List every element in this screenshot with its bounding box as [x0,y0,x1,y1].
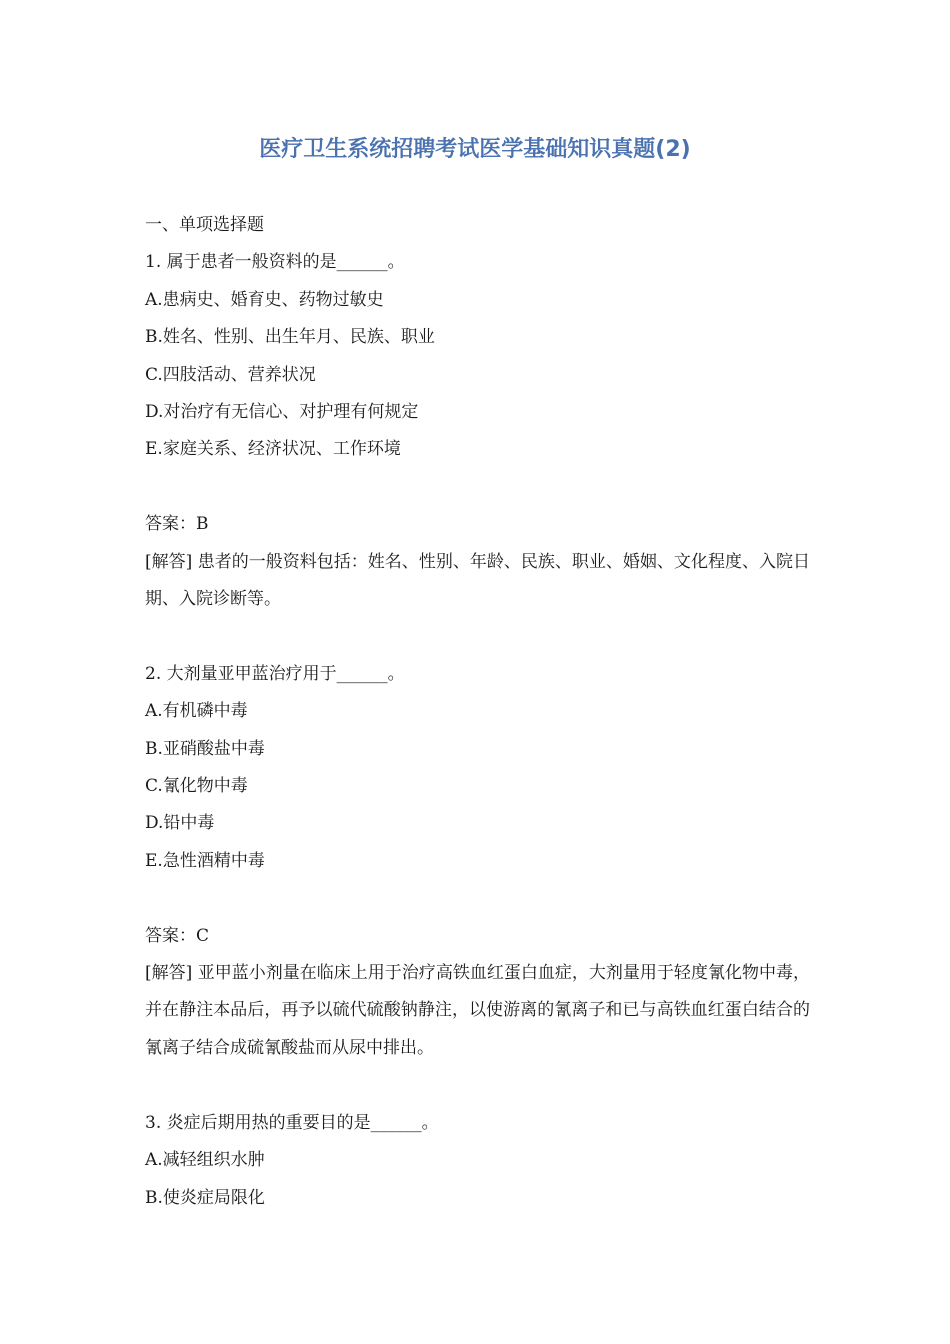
option-a: A.有机磷中毒 [145,701,248,722]
question-stem: 2. 大剂量亚甲蓝治疗用于______。 [145,663,405,684]
option-e: E.急性酒精中毒 [145,850,265,871]
question-3 [145,1105,810,1217]
explanation: [解答] 患者的一般资料包括：姓名、性别、年龄、民族、职业、婚姻、文化程度、入院日期、入院诊断等。 [145,551,810,610]
option-d: D.铅中毒 [145,813,215,834]
spacer [145,469,810,506]
question-stem: 1. 属于患者一般资料的是______。 [145,252,405,273]
spacer [145,880,810,917]
option-c: C.四肢活动、营养状况 [145,364,316,385]
answer: 答案：C [145,925,210,946]
option-c: C.氰化物中毒 [145,776,248,797]
option-a: A.患病史、婚育史、药物过敏史 [145,289,384,310]
question-2 [145,656,810,1105]
page-title: 医疗卫生系统招聘考试医学基础知识真题(2) [259,137,691,162]
section-heading: 一、单项选择题 [145,215,264,235]
spacer [145,618,810,655]
option-b: B.亚硝酸盐中毒 [145,738,265,759]
option-b: B.使炎症局限化 [145,1187,265,1208]
question-stem: 3. 炎症后期用热的重要目的是______。 [145,1112,439,1133]
option-d: D.对治疗有无信心、对护理有何规定 [145,402,419,423]
option-a: A.减轻组织水肿 [145,1150,265,1171]
document-body [145,207,810,1217]
option-e: E.家庭关系、经济状况、工作环境 [145,439,401,460]
question-1 [145,244,810,655]
option-b: B.姓名、性别、出生年月、民族、职业 [145,327,435,348]
answer: 答案：B [145,514,209,535]
spacer [145,1067,810,1104]
explanation: [解答] 亚甲蓝小剂量在临床上用于治疗高铁血红蛋白血症，大剂量用于轻度氰化物中毒，并在静注本品后，再予以硫代硫酸钠静注，以使游离的氰离子和已与高铁血红蛋白结合的氰离子结合成硫氰酸盐而从尿中排出。 [145,963,810,1058]
